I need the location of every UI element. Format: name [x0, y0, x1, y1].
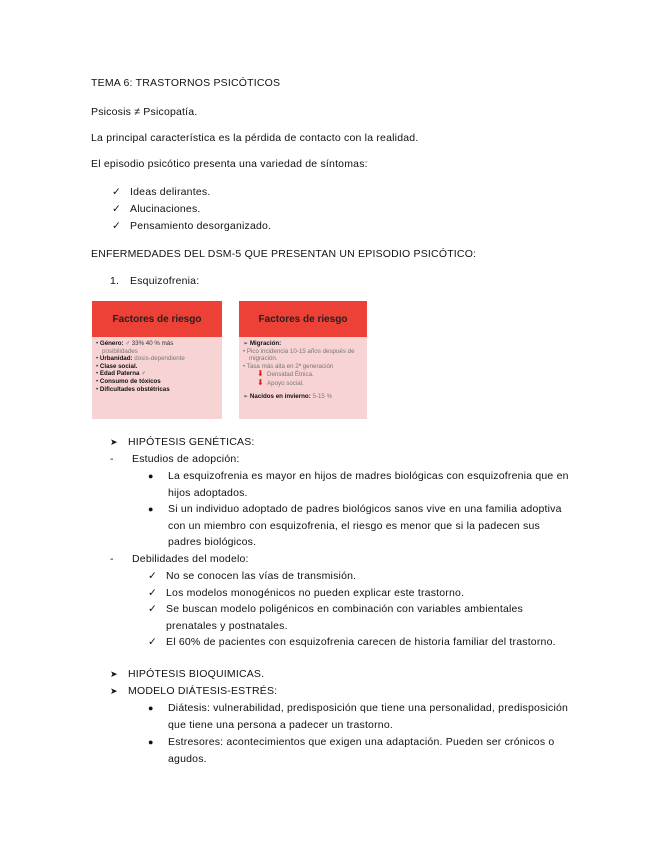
arrow-bullet-icon: ➤ — [110, 686, 118, 696]
modelo-diatesis: ➤ MODELO DIÁTESIS-ESTRÉS: — [110, 685, 278, 697]
adopcion-item-cont: con un miembro con esquizofrenia, el riesgo es menor que si la padecen sus — [168, 520, 540, 532]
modelo-item: ● Estresores: acontecimientos que exigen una adaptación. Pueden ser crónicos o — [148, 736, 555, 748]
esquizofrenia-item: 1. Esquizofrenia: — [110, 275, 200, 287]
modelo-item-cont: agudos. — [168, 753, 207, 765]
debilidad-item: ✓ Los modelos monogénicos no pueden explicar este trastorno. — [148, 587, 465, 599]
risk-item: ➢ Nacidos en invierno: 5-15 % — [243, 392, 333, 400]
symptom-item: ✓ Ideas delirantes. — [112, 186, 211, 198]
bullet-icon: ● — [148, 471, 154, 481]
checkmark-icon: ✓ — [112, 203, 121, 215]
symptom-item: ✓ Alucinaciones. — [112, 203, 201, 215]
checkmark-icon: ✓ — [112, 220, 121, 232]
checkmark-icon: ✓ — [148, 636, 157, 648]
arrow-bullet-icon: ➤ — [110, 437, 118, 447]
risk-box-header: Factores de riesgo — [92, 301, 222, 337]
debilidad-item: ✓ Se buscan modelo poligénicos en combinación con variables ambientales — [148, 603, 524, 615]
risk-subitem: ⬇ Densidad Étnica. — [257, 369, 314, 379]
adopcion-item-cont: hijos adoptados. — [168, 487, 248, 499]
risk-item: • Edad Paterna ♂ — [96, 370, 146, 378]
risk-item: • Género: ♂ 33% 40 % más — [96, 340, 174, 347]
intro-psicosis: Psicosis ≠ Psicopatía. — [91, 106, 198, 118]
risk-factors-box-2 — [239, 301, 367, 419]
checkmark-icon: ✓ — [148, 587, 157, 599]
risk-item: • Urbanidad: dosis-dependiente — [96, 355, 185, 363]
checkmark-icon: ✓ — [148, 570, 157, 582]
down-arrow-icon: ⬇ — [257, 377, 264, 387]
enfermedades-heading: ENFERMEDADES DEL DSM-5 QUE PRESENTAN UN EPISODIO PSICÓTICO: — [91, 248, 477, 260]
arrow-bullet-icon: ➤ — [110, 669, 118, 679]
estudios-adopcion: - Estudios de adopción: — [110, 453, 240, 465]
bullet-icon: ● — [148, 737, 154, 747]
risk-item: • Tasa más alta en 2ª generación — [243, 362, 334, 370]
modelo-item-cont: que tiene una persona a padecer un trastorno. — [168, 719, 393, 731]
adopcion-item: ● Si un individuo adoptado de padres biológicos sanos vive en una familia adoptiva — [148, 503, 562, 515]
hipotesis-geneticas: ➤ HIPÓTESIS GENÉTICAS: — [110, 436, 255, 448]
debilidad-item: ✓ El 60% de pacientes con esquizofrenia carecen de historia familiar del trastorno. — [148, 636, 556, 648]
risk-item: • Consumo de tóxicos — [96, 377, 161, 385]
checkmark-icon: ✓ — [112, 186, 121, 198]
risk-subitem: ⬇ Apoyo social. — [257, 377, 304, 387]
bullet-icon: ● — [148, 504, 154, 514]
intro-principal: La principal característica es la pérdida de contacto con la realidad. — [91, 132, 419, 144]
modelo-item: ● Diátesis: vulnerabilidad, predisposición que tiene una personalidad, predisposición — [148, 702, 569, 714]
risk-factors-box-1 — [92, 301, 222, 419]
document-title: TEMA 6: TRASTORNOS PSICÓTICOS — [91, 77, 281, 89]
adopcion-item-cont: padres biológicos. — [168, 536, 257, 548]
risk-box-items — [239, 337, 367, 403]
down-arrow-icon: ⬇ — [257, 369, 264, 379]
checkmark-icon: ✓ — [148, 603, 157, 615]
adopcion-item: ● La esquizofrenia es mayor en hijos de madres biológicas con esquizofrenia que en — [148, 470, 569, 482]
risk-item: migración. — [249, 355, 278, 363]
risk-box-items — [92, 337, 222, 396]
debilidades-modelo: - Debilidades del modelo: — [110, 553, 249, 565]
risk-item: • Pico incidencia 10-15 años después de — [243, 347, 355, 355]
bullet-icon: ● — [148, 703, 154, 713]
debilidad-item-cont: prenatales y postnatales. — [166, 620, 288, 632]
risk-box-header: Factores de riesgo — [239, 301, 367, 337]
debilidad-item: ✓ No se conocen las vías de transmisión. — [148, 570, 357, 582]
intro-episodio: El episodio psicótico presenta una variedad de síntomas: — [91, 158, 368, 170]
symptom-item: ✓ Pensamiento desorganizado. — [112, 220, 272, 232]
risk-item: • Clase social. — [96, 362, 138, 370]
migration-label: ➢ Migración: — [243, 340, 282, 347]
risk-item: • Dificultades obstétricas — [96, 385, 170, 393]
hipotesis-bioquimicas: ➤ HIPÓTESIS BIOQUIMICAS. — [110, 668, 265, 680]
risk-item: posibilidades — [102, 347, 138, 355]
